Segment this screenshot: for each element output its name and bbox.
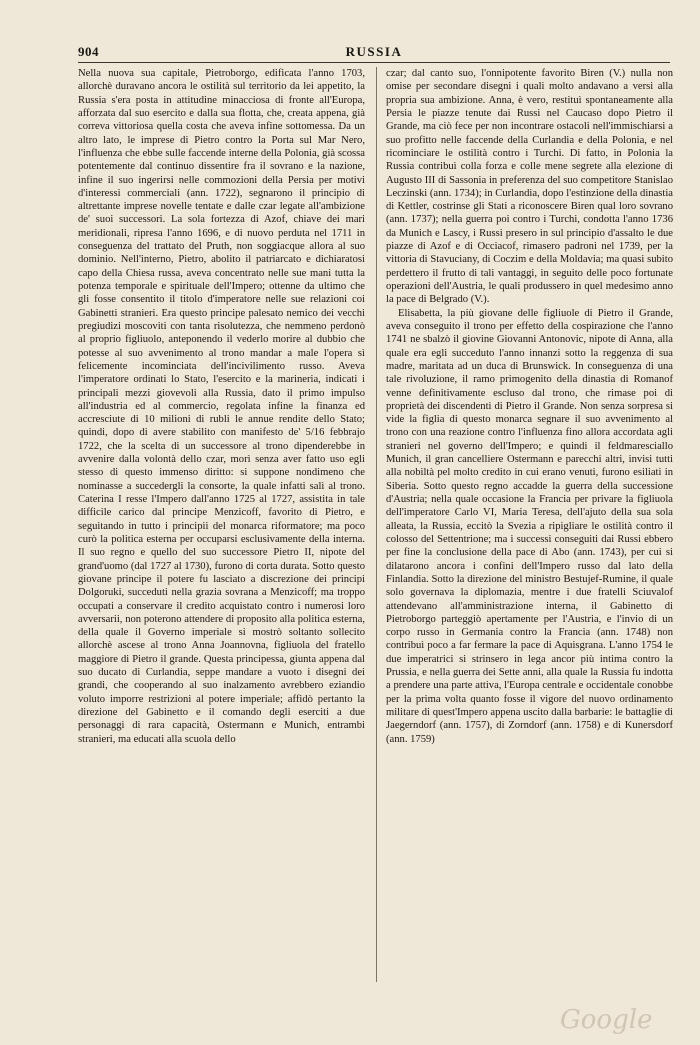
left-paragraph: Nella nuova sua capitale, Pietroborgo, edificata l'anno 1703, allorchè duravano ancora le ostilità sul territorio da lei appetito, la Russia s'era posta in attitudine minacciosa di fronte all'Europa, afforzata dal suo esercito e dalla sua flotta, che, creata appena, già correva vittoriosa quella costa che aveva infine sottomessa. Da un altro lato, le imprese di Pietro contro la Porta sul Mar Nero, l'influenza che ebbe sulle faccende interne della Polonia, già scossa potentemente dal continuo dissentire fra il sovrano e la nazione, infine il suo ingerirsi nelle commozioni della Persia per motivi d'interessi commerciali (ann. 1722), segnarono il principio di altrettante imprese novelle tentate e dalle czar legate all'ambizione de' suoi successori. La sola fortezza di Azof, chiave dei mari meridionali, ripresa l'anno 1696, e di nuovo perduta nel 1711 in conseguenza del trattato del Pruth, non soggiacque allora al suo dominio. Nell'interno, Pietro, abolito il patriarcato e dichiaratosi capo della Chiesa russa, aveva concentrato nelle sue mani tutta la potenza temporale e spirituale dell'Impero; ottenne da ultimo che gli fosse consentito il titolo d'imperatore nelle sue relazioni coi Gabinetti stranieri. Era questo principe palesato nemico dei vecchi pregiudizi moscoviti con tanta risolutezza, che nemmeno perdonò al proprio figliuolo, anteponendo il vederlo morire al dubbio che potesse al suo avvenimento al trono mandar a male l'opera sì felicemente incominciata dell'incivilimento russo. Aveva l'imperatore ordinati lo Stato, l'esercito e la marineria, indicati i principali mezzi giovevoli alla Russia, dato il primo impulso all'industria ed al commercio, regolata infine la finanza ed accresciute di 10 milioni di rubli le annue rendite dello Stato; quindi, dopo di avere stabilito con manifesto de' 5/16 febbrajo 1722, che la scelta di un successore al trono dipenderebbe in avvenire dalla volontà dello czar, morì senza aver fatto uso egli stesso di questo immenso diritto: si suppone nondimeno che nominasse a succedergli la consorte, la quale infatti salì al trono. Caterina I resse l'Impero dall'anno 1725 al 1727, assistita in tale difficile carico dal principe Menzicoff, favorito di Pietro, e seguitando in tutto i principii del monarca riformatore; ma poco curò la politica esterna per occuparsi esclusivamente della interna. Il suo regno e quello del suo successore Pietro II, nipote del grand'uomo (dal 1727 al 1730), furono di corta durata. Sotto questo giovane principe il potere fu lasciato a discrezione dei principi Dolgoruki, succeduti nella grazia sovrana a Menzicoff; ma troppo occupati a conservare il credito acquistato contro i numerosi loro avversarii, non poterono attendere di proposito alla politica esterna, della quale il Governo imperiale si mostrò soltanto sollecito allorchè ascese al trono Anna Joannovna, figliuola del fratello maggiore di Pietro il grande. Questa principessa, giunta appena dal suo ducato di Curlandia, seppe mandare a vuoto i disegni dei grandi, che cooperando al suo inalzamento avrebbero eziandio voluto imporre restrizioni al potere imperiale; affidò pertanto la direzione del Gabinetto e il comando degli eserciti a due personaggi di rara capacità, Ostermann e Munich, entrambi stranieri, ma educati alla scuola dello [78, 68, 365, 745]
page-number: 904 [78, 44, 99, 59]
page-header [78, 44, 670, 60]
left-column [78, 67, 365, 987]
google-watermark: Google [560, 1005, 653, 1035]
right-paragraph-elisabetta: Elisabetta, la più giovane delle figliuole di Pietro il Grande, aveva conseguito il trono per effetto della cospirazione che l'anno 1741 ne sbalzò il giovine Giovanni Antonovic, nipote di Anna, alla quale era egli succeduto l'anno innanzi sotto la reggenza di sua madre, maritata ad un duca di Brunswick. In conseguenza di una tale rivoluzione, il ramo primogenito della dinastia di Romanof venne definitivamente escluso dal trono, che rimase poi di proprietà dei discendenti di Pietro il Grande. Non senza sorpresa si vide la figlia di questo monarca segnare il suo avvenimento al trono con una reazione contro l'influenza fino allora accordata agli stranieri nel governo dell'Impero; e quindi il feldmaresciallo Munich, il gran cancelliere Ostermann e parecchi altri, invisi tutti alla nobiltà pel molto credito in cui erano venuti, furono esiliati in Siberia. Sotto questo regno accadde la guerra della successione d'Austria; nella quale occasione la Francia per privare la figliuola dell'imperatore Carlo VI, Maria Teresa, dell'ajuto della sua sola alleata, la Russia, eccitò la Svezia a ripigliare le ostilità contro il colosso del Settentrione; ma i successi conseguiti dai Russi ebbero per fine la conclusione della pace di Abo (ann. 1743), per cui si dilatarono ancora i confini dell'Impero russo dal lato della Finlandia. Sotto la direzione del ministro Bestujef-Rumine, il quale solo governava la diplomazia, mentre i due fratelli Sciuvalof attendevano all'amministrazione interna, il Gabinetto di Pietroborgo parteggiò apertamente per l'Austria, e l'invio di un corpo russo in Germania contro la Francia (ann. 1748) non contribuì poco a far fermare la pace di Aquisgrana. L'anno 1754 le due imperatrici si strinsero in lega ancor più intima contro la Prussia, e nella guerra dei Sette anni, alla quale la Russia fu indotta a prendere una parte attiva, l'Europa centrale e occidentale conobbe per la prima volta quanto fosse il vigore del nuovo ordinamento militare di quest'Impero appena uscito dalla barbarie: le battaglie di Jaegerndorf (ann. 1757), di Zorndorf (ann. 1758) e di Kunersdorf (ann. 1759) [386, 307, 673, 745]
right-column [386, 67, 673, 987]
running-title: RUSSIA [345, 44, 403, 59]
right-paragraph-continued: czar; dal canto suo, l'onnipotente favorito Biren (V.) nulla non omise per secondare disegni i quali molto andavano a versi alla propria sua ambizione. Anna, è vero, restituì spontaneamente alla Persia le piazze tenute dai Russi nel Caucaso dopo Pietro il Grande, ma ciò fece per non incontrare ostacoli nell'immischiarsi a suo profitto nelle faccende della Curlandia e della Polonia, e nel ricominciare le ostilità contro i Turchi. Di fatto, in Polonia la Russia contribuì colla forza e colle mene segrete alla elezione di Augusto III di Sassonia in preferenza del suo competitore Stanislao Leczinski (ann. 1734); in Curlandia, dopo l'estinzione della dinastia di Kettler, costrinse gli Stati a riconoscere Biren qual loro sovrano (ann. 1737); nella guerra poi contro i Turchi, condotta l'anno 1736 da Munich e Lascy, i Russi presero in sul principio d'assalto le due piazze di Azof e di Occiacof, rimasero padroni nel 1739, per la vittoria di Stavuciany, di Coczim e della Moldavia; ma quasi subito perdettero il frutto di tali vantaggi, in seguito delle poco fortunate operazioni dell'Austria, le quali produssero in quel medesimo anno la pace di Belgrado (V.). [386, 68, 673, 306]
column-divider [376, 67, 377, 982]
header-rule [78, 62, 670, 63]
